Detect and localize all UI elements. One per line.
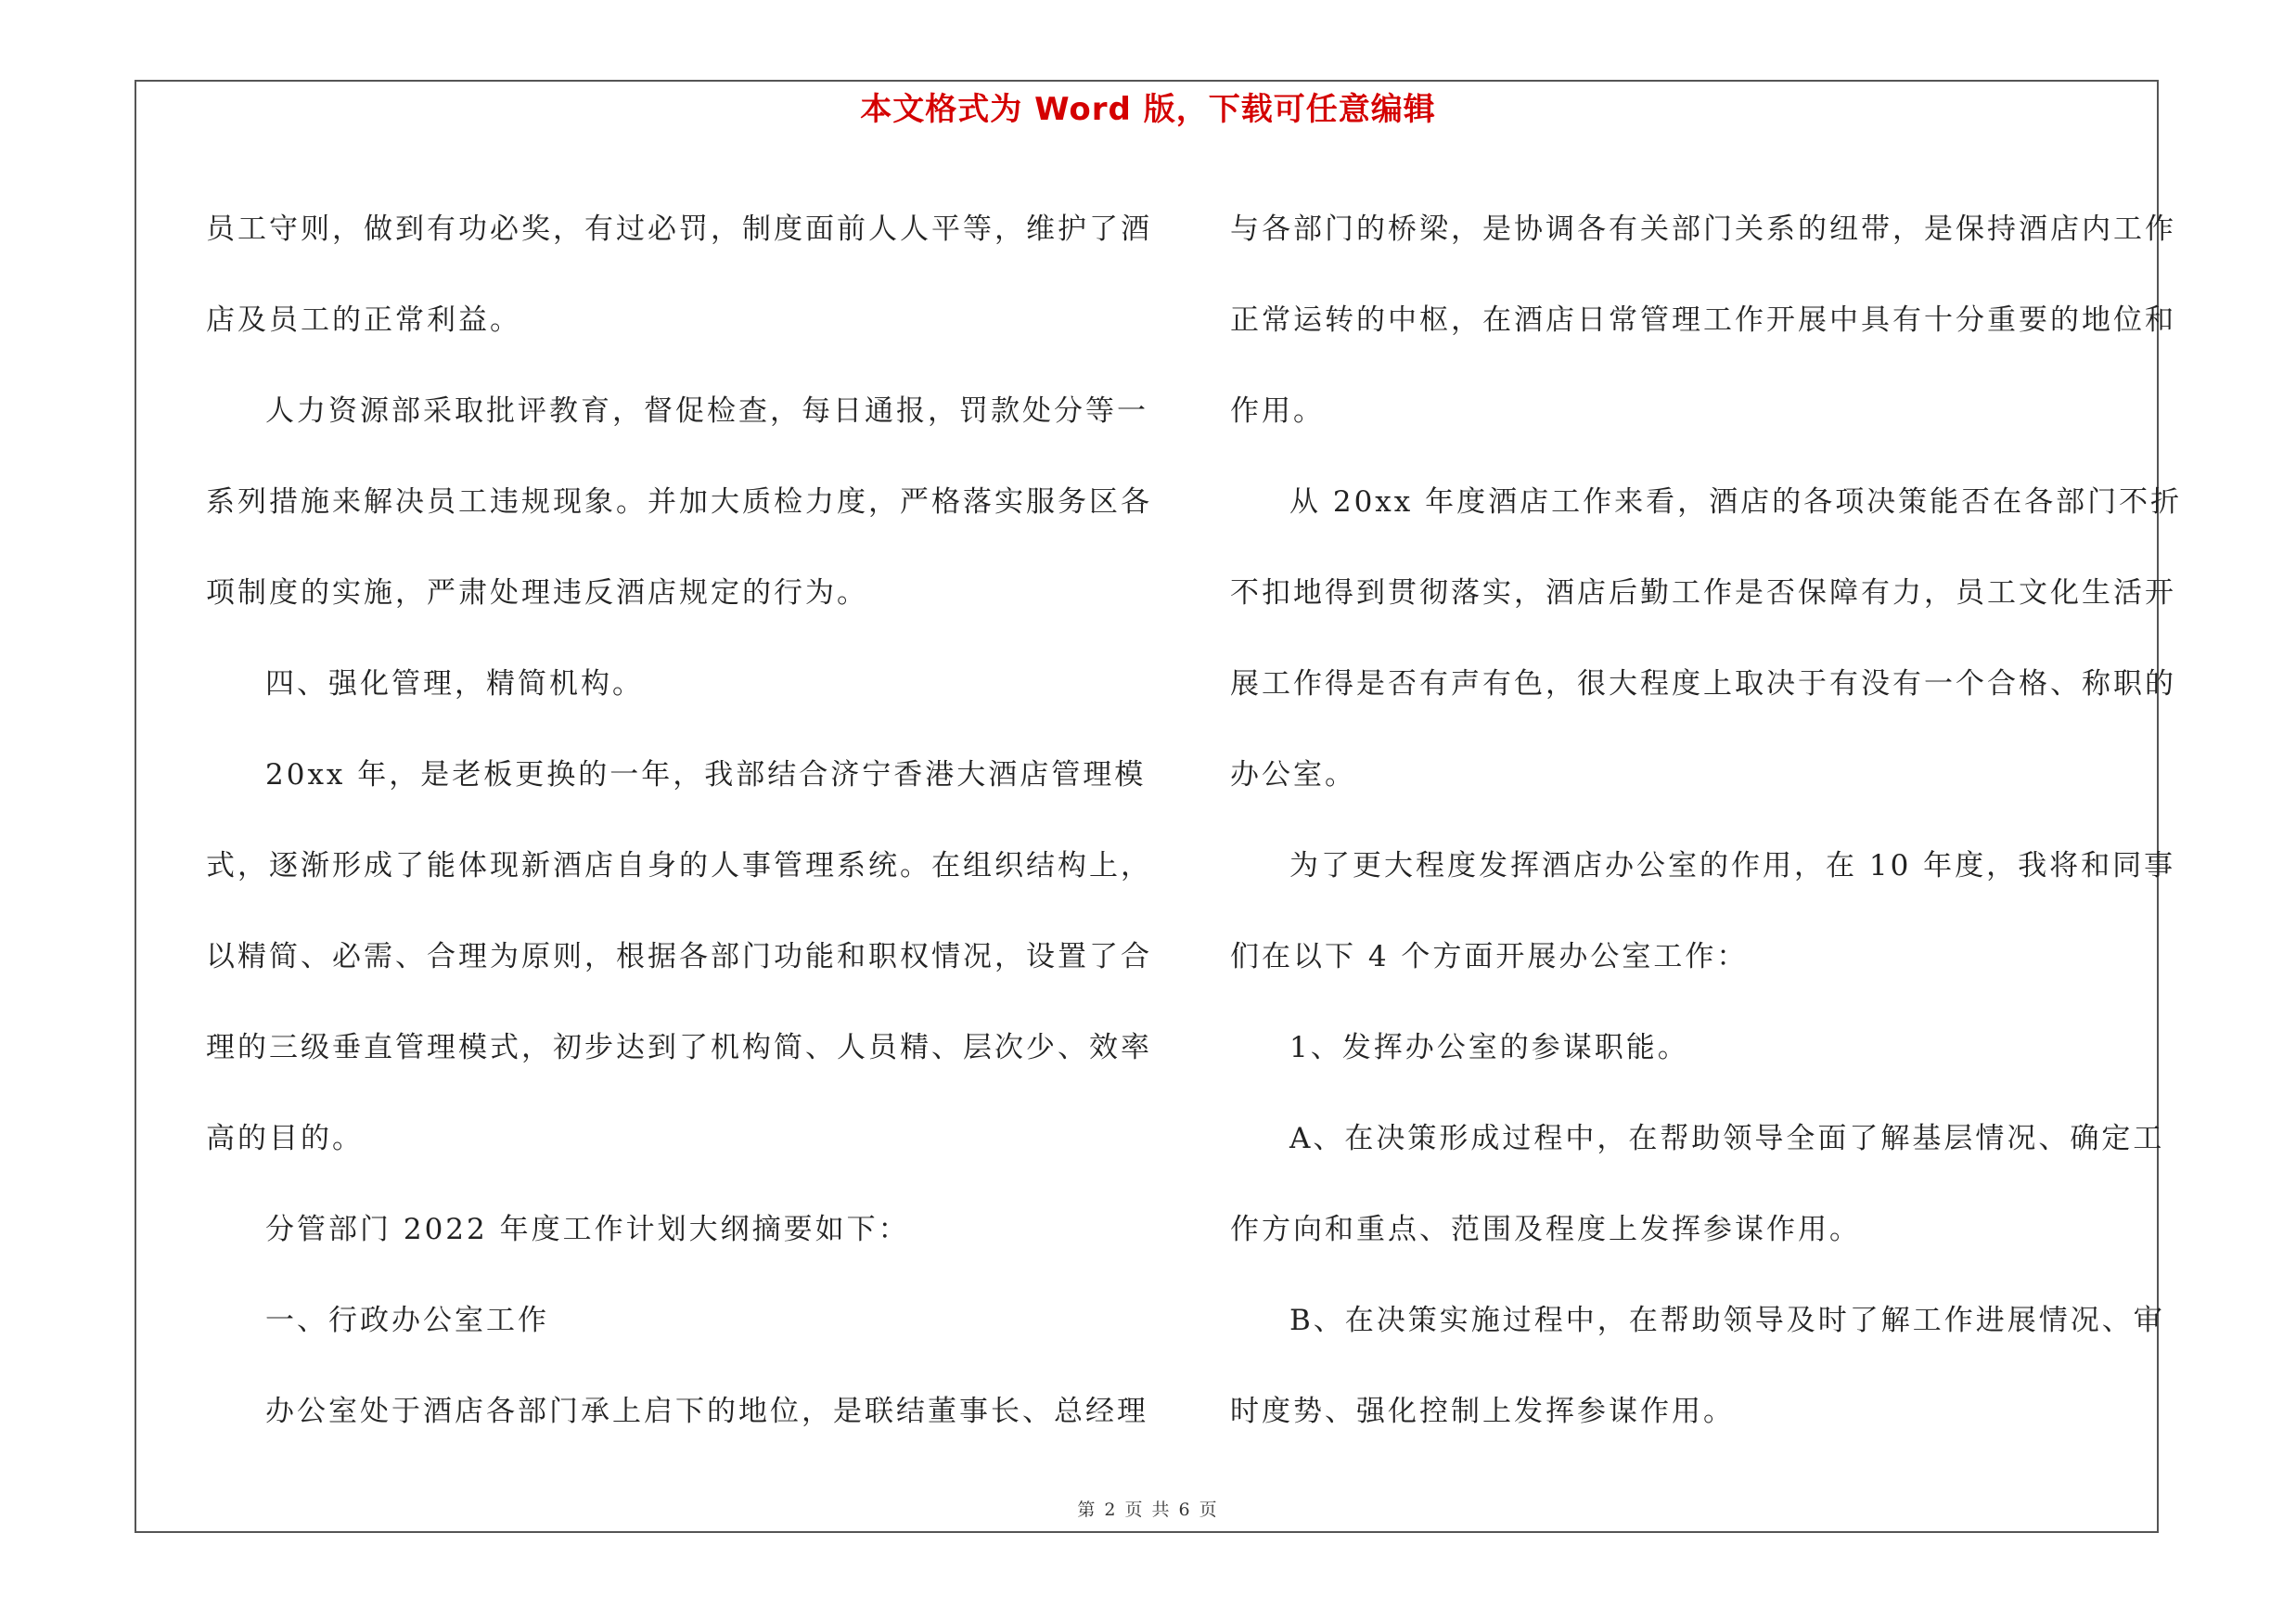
text-line: 一、行政办公室工作 [265, 1304, 549, 1337]
text-line: 以精简、必需、合理为原则，根据各部门功能和职权情况，设置了合 [206, 940, 1152, 973]
text-line: 20xx 年，是老板更换的一年，我部结合济宁香港大酒店管理模 [265, 758, 1147, 792]
text-line: 为了更大程度发挥酒店办公室的作用，在 10 年度，我将和同事 [1289, 849, 2176, 882]
text-line: A、在决策形成过程中，在帮助领导全面了解基层情况、确定工 [1289, 1122, 2165, 1155]
text-line: 们在以下 4 个方面开展办公室工作： [1230, 940, 1749, 973]
text-line: 与各部门的桥梁，是协调各有关部门关系的纽带，是保持酒店内工作 [1230, 213, 2176, 246]
page-number-footer: 第 2 页 共 6 页 [1077, 1500, 1219, 1520]
text-line: 时度势、强化控制上发挥参谋作用。 [1230, 1395, 1735, 1428]
text-line: 正常运转的中枢，在酒店日常管理工作开展中具有十分重要的地位和 [1230, 303, 2176, 337]
text-line: 办公室。 [1230, 758, 1356, 792]
text-line: 理的三级垂直管理模式，初步达到了机构简、人员精、层次少、效率 [206, 1031, 1152, 1064]
text-line: B、在决策实施过程中，在帮助领导及时了解工作进展情况、审 [1289, 1304, 2165, 1337]
text-line: 展工作得是否有声有色，很大程度上取决于有没有一个合格、称职的 [1230, 667, 2176, 701]
text-line: 1、发挥办公室的参谋职能。 [1289, 1031, 1689, 1064]
text-line: 分管部门 2022 年度工作计划大纲摘要如下： [265, 1213, 910, 1246]
text-line: 员工守则，做到有功必奖，有过必罚，制度面前人人平等，维护了酒 [206, 213, 1152, 246]
format-notice-banner: 本文格式为 Word 版，下载可任意编辑 [860, 91, 1436, 128]
text-line: 高的目的。 [206, 1122, 364, 1155]
text-line: 系列措施来解决员工违规现象。并加大质检力度，严格落实服务区各 [206, 485, 1152, 519]
left-text-column [206, 184, 1152, 1457]
text-line: 四、强化管理，精简机构。 [265, 667, 644, 701]
text-line: 从 20xx 年度酒店工作来看，酒店的各项决策能否在各部门不折 [1289, 485, 2183, 519]
text-line: 人力资源部采取批评教育，督促检查，每日通报，罚款处分等一 [265, 394, 1148, 428]
text-line: 店及员工的正常利益。 [206, 303, 521, 337]
text-line: 不扣地得到贯彻落实，酒店后勤工作是否保障有力，员工文化生活开 [1230, 576, 2176, 610]
right-text-column [1230, 184, 2183, 1457]
text-line: 作用。 [1230, 394, 1325, 428]
text-line: 项制度的实施，严肃处理违反酒店规定的行为。 [206, 576, 868, 610]
text-line: 办公室处于酒店各部门承上启下的地位，是联结董事长、总经理 [265, 1395, 1148, 1428]
text-line: 作方向和重点、范围及程度上发挥参谋作用。 [1230, 1213, 1861, 1246]
text-line: 式，逐渐形成了能体现新酒店自身的人事管理系统。在组织结构上， [206, 849, 1152, 882]
